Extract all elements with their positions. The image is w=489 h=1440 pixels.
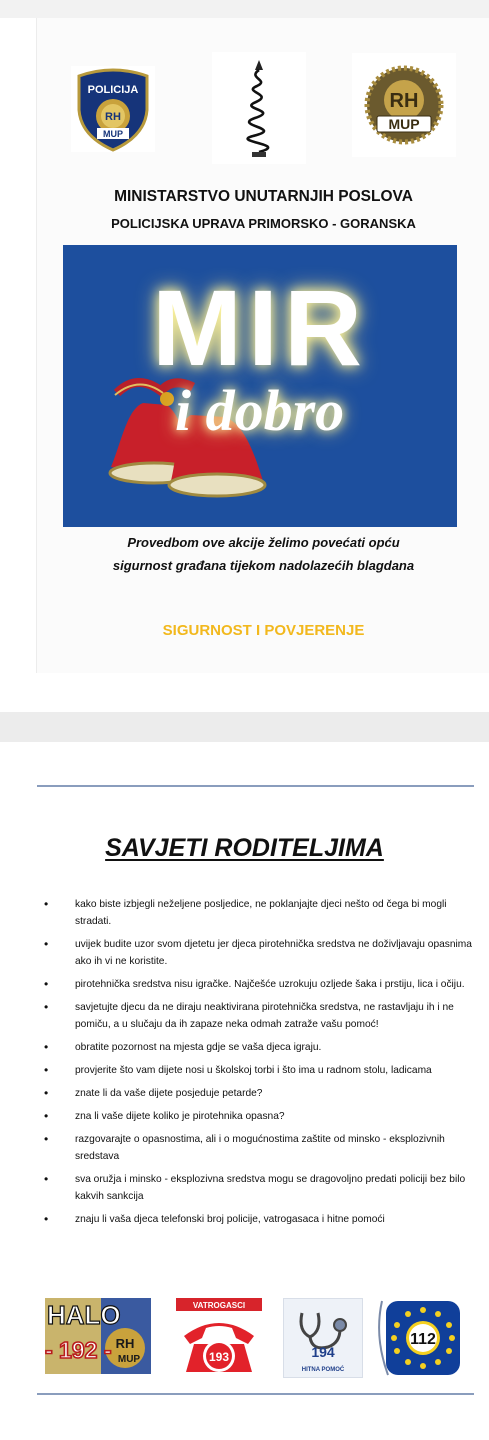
intro-line-2: sigurnost građana tijekom nadolazećih blagdana xyxy=(112,558,415,573)
police-rh-text: RH xyxy=(115,1336,135,1351)
list-item: • obratite pozornost na mjesta gdje se vaša djeca igraju. xyxy=(44,1039,474,1056)
christmas-tree-icon xyxy=(212,52,306,164)
motto-text: SIGURNOST I POVJERENJE xyxy=(162,622,365,639)
wreath-mup-text: MUP xyxy=(388,116,420,132)
fire-193-logo xyxy=(176,1298,262,1378)
ambulance-number-text: 194 xyxy=(311,1344,335,1360)
fire-label-text: VATROGASCI xyxy=(192,1301,246,1310)
list-item: • provjerite što vam dijete nosi u školskoj torbi i što ima u radnom stolu, ladicama xyxy=(44,1062,474,1079)
police-192-logo xyxy=(45,1298,151,1374)
rh-mup-wreath-logo xyxy=(352,53,456,157)
list-item: • razgovarajte o opasnostima, ali i o mogućnostima zaštite od minsko - eksplozivnih sredstava xyxy=(44,1131,474,1165)
banner-mir-text: MIR xyxy=(152,267,368,388)
list-item: • sva oružja i minsko - eksplozivna sredstva mogu se dragovoljno predati policiji bez bilo kakvih sankcija xyxy=(44,1171,474,1205)
page-gap-top xyxy=(0,0,489,18)
ministry-title: MINISTARSTVO UNUTARNJIH POSLOVA xyxy=(114,188,413,205)
parents-advice-title: SAVJETI RODITELJIMA xyxy=(105,834,384,862)
bottom-divider xyxy=(37,1393,474,1395)
list-item: • znate li da vaše dijete posjeduje petarde? xyxy=(44,1085,474,1102)
police-department-subtitle: POLICIJSKA UPRAVA PRIMORSKO - GORANSKA xyxy=(111,216,416,231)
badge-policija-text: POLICIJA xyxy=(87,84,139,96)
list-item: • znaju li vaša djeca telefonski broj policije, vatrogasaca i hitne pomoći xyxy=(44,1211,474,1228)
fire-number-text: 193 xyxy=(208,1350,230,1364)
policija-badge-logo xyxy=(71,66,155,152)
page-gap-middle xyxy=(0,712,489,742)
advice-list xyxy=(44,896,474,1234)
badge-mup-text: MUP xyxy=(103,129,123,139)
banner-i-dobro-text: i dobro xyxy=(175,378,345,443)
police-mup-text: MUP xyxy=(117,1354,141,1365)
halo-text: HALO xyxy=(47,1300,121,1330)
police-number-text: - 192 - xyxy=(45,1337,112,1363)
intro-line-1: Provedbom ove akcije želimo povećati opću xyxy=(127,535,400,550)
list-item: • savjetujte djecu da ne diraju neaktivirana pirotehnička sredstva, ne rastavljaju ih i ne pomiču, a u slučaju da ih zapaze neka odmah zatraže vašu pomoć! xyxy=(44,999,474,1033)
list-item: • zna li vaše dijete koliko je pirotehnika opasna? xyxy=(44,1108,474,1125)
list-item: • kako biste izbjegli neželjene posljedice, ne poklanjajte djeci nešto od čega bi mogli stradati. xyxy=(44,896,474,930)
mir-i-dobro-banner xyxy=(63,245,457,527)
wreath-rh-text: RH xyxy=(389,90,419,112)
eu-112-logo xyxy=(372,1297,464,1379)
badge-rh-text: RH xyxy=(105,111,121,123)
ambulance-label-text: HITNA POMOĆ xyxy=(301,1367,345,1373)
leaflet-cover-page xyxy=(36,18,489,673)
list-item: • pirotehnička sredstva nisu igračke. Najčešće uzrokuju ozljede šaka i prstiju, lica i očiju. xyxy=(44,976,474,993)
list-item: • uvijek budite uzor svom djetetu jer djeca pirotehnička sredstva ne doživljavaju opasnima ako ih vi ne koristite. xyxy=(44,936,474,970)
ambulance-194-logo xyxy=(283,1298,363,1378)
eu-number-text: 112 xyxy=(410,1331,436,1348)
top-divider xyxy=(37,785,474,787)
